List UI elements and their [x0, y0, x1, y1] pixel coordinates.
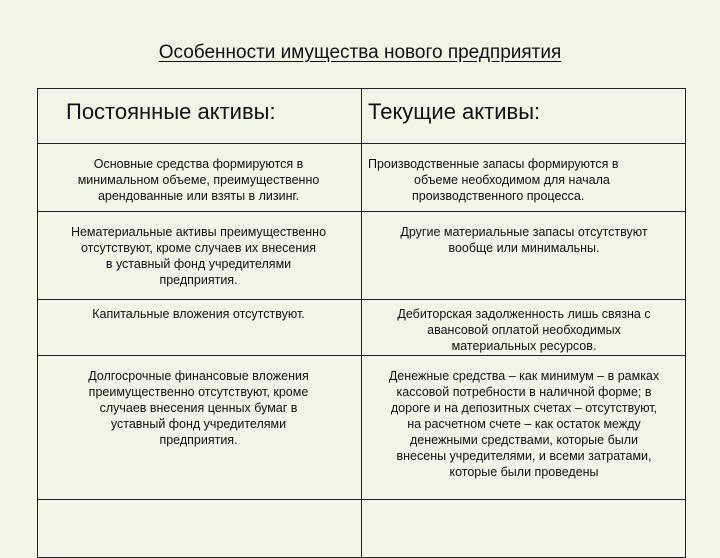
cell-line: преимущественно отсутствуют, кроме	[88, 385, 309, 399]
fixed-assets-cell-4	[46, 368, 351, 448]
row-separator	[38, 299, 685, 300]
current-assets-cell-2	[368, 224, 680, 256]
cell-line: внесены учредителями, и всеми затратами,	[396, 449, 652, 463]
page-title: Особенности имущества нового предприятия	[158, 42, 562, 63]
row-separator	[38, 355, 685, 356]
cell-line: на расчетном счете – как остаток между	[407, 417, 641, 431]
cell-line: Производственные запасы формируются в	[368, 157, 619, 171]
cell-line: арендованные или взяты в лизинг.	[97, 189, 300, 203]
column-divider	[361, 89, 362, 557]
cell-line: вообще или минимальны.	[448, 241, 600, 255]
assets-table	[37, 88, 686, 558]
current-assets-cell-3	[368, 306, 680, 354]
cell-line: Долгосрочные финансовые вложения	[88, 369, 309, 383]
header-current-assets: Текущие активы:	[368, 99, 541, 124]
cell-line: денежными средствами, которые были	[410, 433, 638, 447]
cell-line: предприятия.	[159, 273, 238, 287]
cell-line: кассовой потребности в наличной форме; в	[396, 385, 652, 399]
cell-line: Основные средства формируются в	[93, 157, 304, 171]
cell-line: дороге и на депозитных счетах – отсутствуют,	[390, 401, 658, 415]
fixed-assets-cell-2	[46, 224, 351, 288]
cell-line: отсутствуют, кроме случаев их внесения	[80, 241, 317, 255]
cell-line: Дебиторская задолженность лишь связна с	[397, 307, 651, 321]
header-fixed-assets: Постоянные активы:	[66, 99, 276, 124]
cell-line: Другие материальные запасы отсутствуют	[400, 225, 648, 239]
cell-line: Денежные средства – как минимум – в рамках	[388, 369, 660, 383]
row-separator	[38, 499, 685, 500]
fixed-assets-cell-3	[46, 306, 351, 322]
cell-line: предприятия.	[159, 433, 238, 447]
current-assets-cell-1	[368, 156, 680, 204]
fixed-assets-cell-1	[46, 156, 351, 204]
cell-line: авансовой оплатой необходимых	[427, 323, 621, 337]
cell-line: Капитальные вложения отсутствуют.	[92, 307, 305, 321]
cell-line: материальных ресурсов.	[451, 339, 597, 353]
cell-line: объеме необходимом для начала	[414, 173, 610, 187]
cell-line: уставный фонд учредителями	[110, 417, 287, 431]
row-separator	[38, 143, 685, 144]
cell-line: производственного процесса.	[412, 189, 585, 203]
cell-line: минимальном объеме, преимущественно	[77, 173, 320, 187]
cell-line: случаев внесения ценных бумаг в	[99, 401, 298, 415]
cell-line: которые были проведены	[449, 465, 599, 479]
cell-line: в уставный фонд учредителями	[105, 257, 292, 271]
cell-line: Нематериальные активы преимущественно	[70, 225, 327, 239]
row-separator	[38, 211, 685, 212]
current-assets-cell-4	[368, 368, 680, 480]
